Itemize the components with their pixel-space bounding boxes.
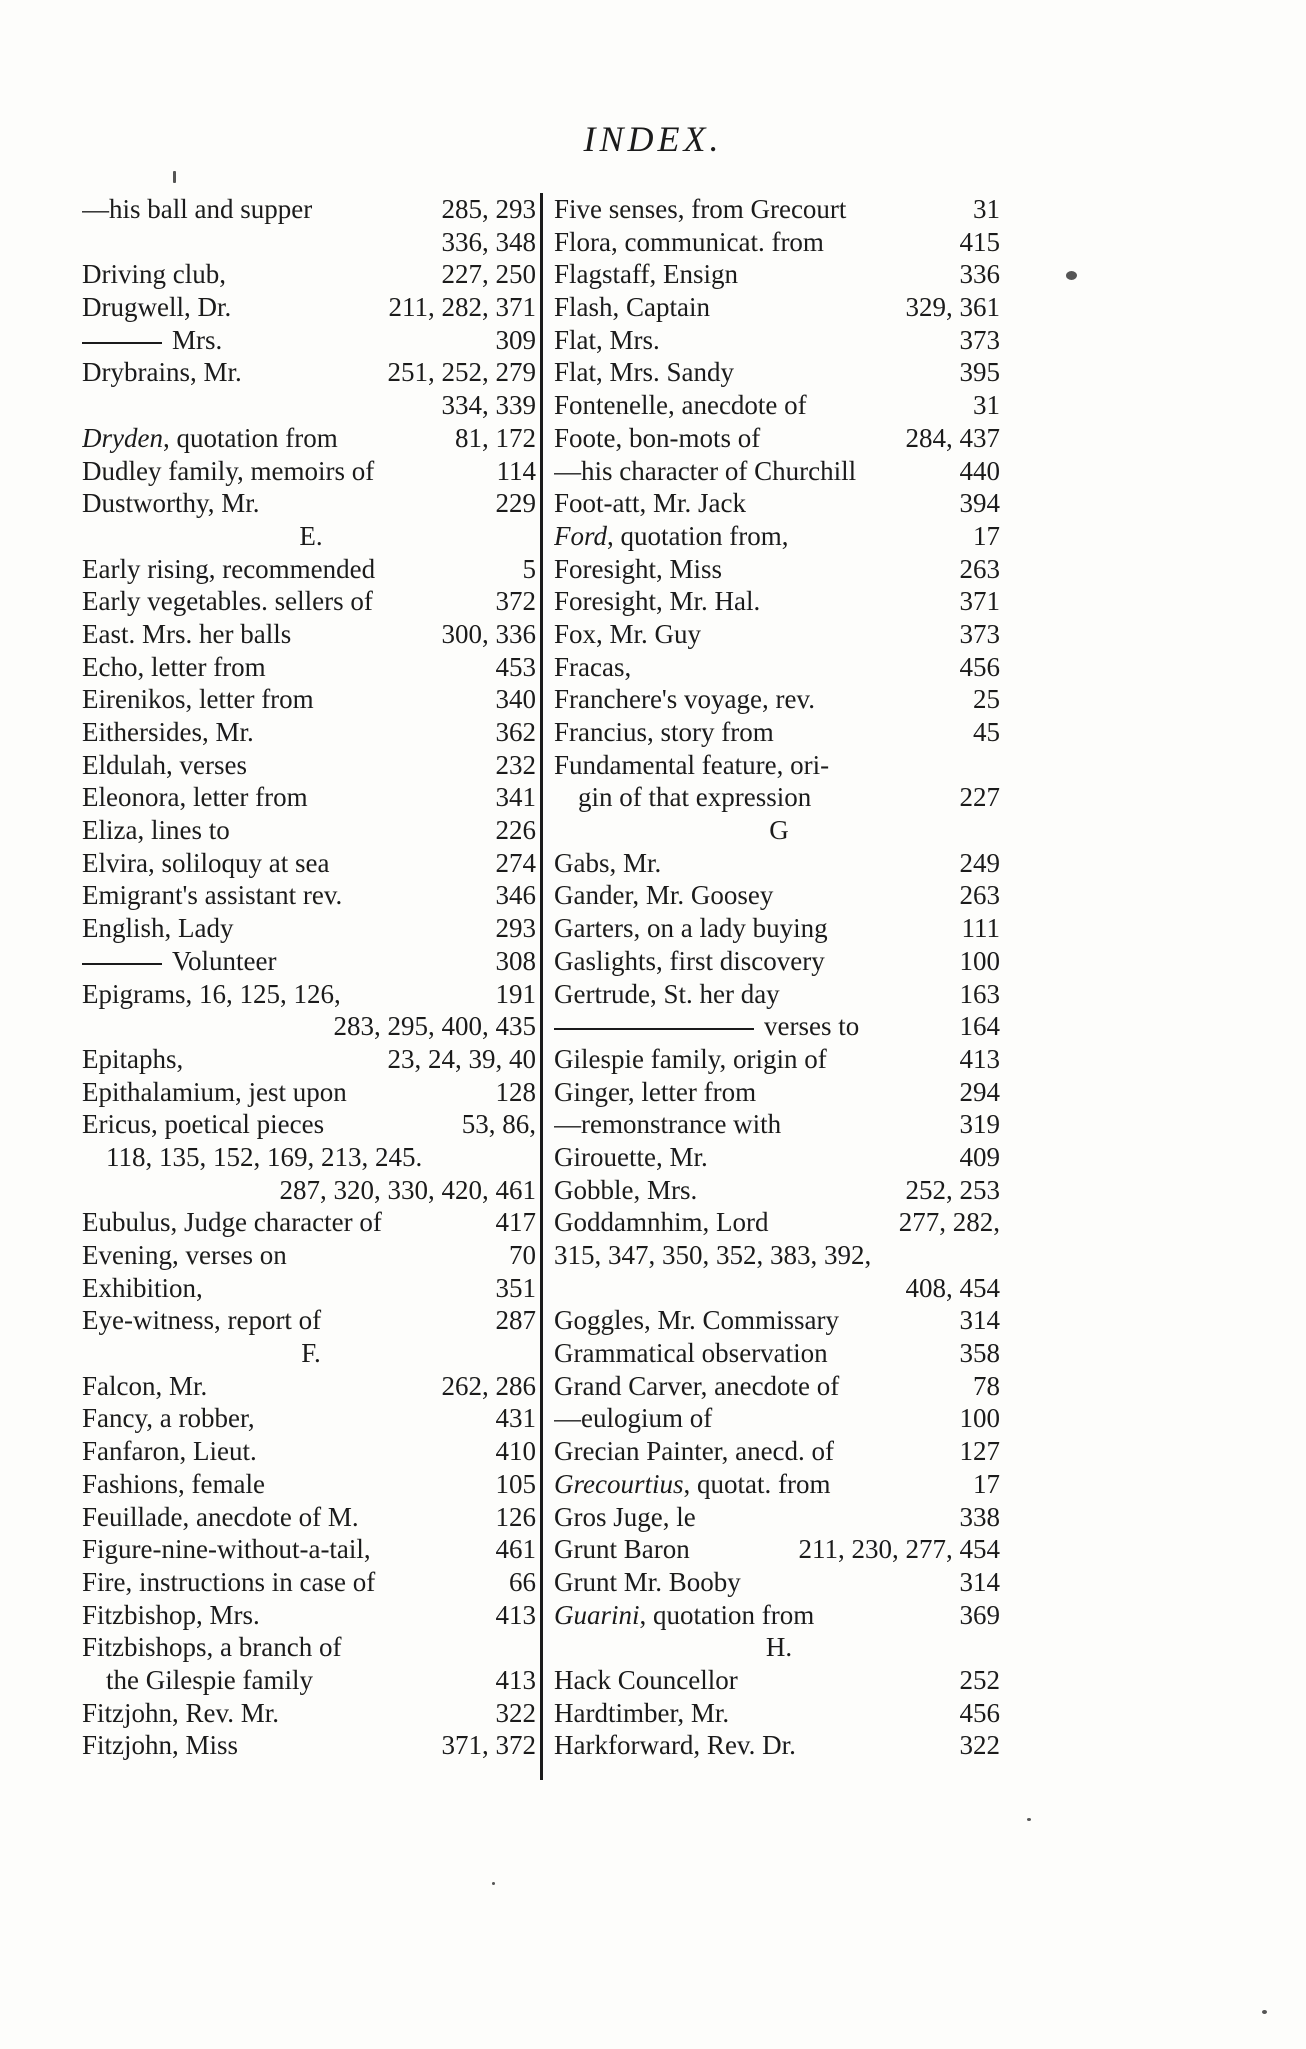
entry-text: Francius, story from (554, 717, 774, 747)
index-entry (554, 1402, 1004, 1435)
index-entry (82, 1043, 540, 1076)
entry-text: Foot-att, Mr. Jack (554, 488, 746, 519)
entry-text: Drugwell, Dr. (82, 292, 232, 323)
entry-text: Fox, Mr. Guy (554, 618, 702, 649)
page-numbers: 105 (495, 1468, 536, 1499)
page-numbers: 338 (959, 1501, 1000, 1532)
page-numbers: 227 (959, 782, 1000, 813)
page-title: INDEX. (583, 119, 723, 159)
page-numbers: 100 (959, 1403, 1000, 1434)
index-entry (554, 1664, 1004, 1697)
index-entry (82, 1076, 540, 1109)
entry-text: Gander, Mr. Goosey (554, 880, 774, 911)
page-numbers: 362 (495, 717, 536, 747)
index-entry (82, 356, 540, 389)
entry-text: Mrs. (172, 324, 223, 355)
index-entry (82, 1370, 540, 1403)
entry-text: Goggles, Mr. Commissary (554, 1305, 840, 1336)
page-numbers: 283, 295, 400, 435 (333, 1011, 536, 1042)
page-numbers: 263 (959, 553, 1000, 584)
entry-text: Fitzbishop, Mrs. (82, 1599, 260, 1630)
index-entry (554, 193, 1004, 226)
entry-text: Epitaphs, (82, 1043, 184, 1074)
entry-text: Volunteer (172, 945, 277, 976)
index-entry (554, 1043, 1004, 1076)
entry-text: Fancy, a robber, (82, 1403, 255, 1434)
page-numbers: 373 (959, 324, 1000, 355)
index-entry (82, 1108, 540, 1141)
entry-text: East. Mrs. her balls (82, 618, 292, 649)
entry-text: English, Lady (82, 913, 234, 944)
section-heading (82, 520, 540, 553)
entry-text: Garters, on a lady buying (554, 913, 828, 944)
entry-text: Epithalamium, jest upon (82, 1076, 347, 1107)
entry-text: 118, 135, 152, 169, 213, 245. (106, 1141, 423, 1172)
page-numbers: 314 (959, 1566, 1000, 1597)
entry-text: Fitzjohn, Miss (82, 1730, 239, 1761)
page-numbers: 100 (959, 945, 1000, 976)
page-numbers: 413 (495, 1599, 536, 1630)
page-numbers: 461 (495, 1534, 536, 1565)
entry-text: Fanfaron, Lieut. (82, 1436, 257, 1467)
index-entry (82, 1239, 540, 1272)
entry-text: Gilespie family, origin of (554, 1043, 827, 1074)
page-numbers: 249 (959, 847, 1000, 878)
ink-speck (492, 1882, 495, 1885)
index-entry (554, 324, 1004, 357)
page-numbers: 371 (959, 586, 1000, 617)
entry-text: Goddamnhim, Lord (554, 1207, 769, 1238)
page-numbers: 17 (973, 1468, 1000, 1499)
index-entry (82, 716, 540, 749)
entry-text: Foresight, Miss (554, 553, 723, 584)
index-entry (82, 1010, 540, 1043)
page-numbers: 413 (959, 1043, 1000, 1074)
entry-text: Drybrains, Mr. (82, 357, 242, 388)
index-entry (554, 226, 1004, 259)
entry-text: Fire, instructions in case of (82, 1566, 376, 1597)
page-numbers: 284, 437 (905, 422, 1000, 453)
section-heading (554, 1631, 1004, 1664)
page-numbers: 417 (495, 1207, 536, 1238)
page-numbers: 346 (495, 880, 536, 911)
page-numbers: 322 (495, 1697, 536, 1728)
entry-text: Dudley family, memoirs of (82, 455, 375, 486)
index-entry (554, 781, 1004, 814)
index-entry (554, 1108, 1004, 1141)
page-numbers: 31 (973, 194, 1000, 224)
index-entry (82, 1435, 540, 1468)
index-entry (82, 1468, 540, 1501)
index-entry (554, 389, 1004, 422)
entry-text: —his ball and supper (82, 194, 313, 224)
index-entry (82, 553, 540, 586)
page-numbers: 70 (509, 1240, 536, 1270)
column-divider (540, 193, 543, 1780)
index-entry (554, 585, 1004, 618)
index-entry (554, 749, 1004, 782)
index-entry (82, 1533, 540, 1566)
entry-text: Ford, quotation from, (554, 520, 789, 551)
page-numbers: 308 (495, 945, 536, 976)
entry-text: Eithersides, Mr. (82, 717, 254, 747)
page-numbers: 5 (522, 553, 536, 584)
index-entry (554, 879, 1004, 912)
index-entry (82, 879, 540, 912)
page-numbers: 309 (495, 324, 536, 355)
index-entry (82, 814, 540, 847)
index-entry (82, 324, 540, 357)
entry-text: —his character of Churchill (554, 455, 857, 486)
page-numbers: 127 (959, 1436, 1000, 1467)
entry-text: Grunt Baron (554, 1534, 690, 1565)
page-numbers: 274 (495, 847, 536, 878)
entry-with-dash (554, 1010, 859, 1043)
page-numbers: 251, 252, 279 (387, 357, 536, 388)
index-entry (554, 1076, 1004, 1109)
index-entry (554, 1174, 1004, 1207)
entry-text: Eubulus, Judge character of (82, 1207, 382, 1238)
page-numbers: 319 (959, 1109, 1000, 1140)
entry-text: Gobble, Mrs. (554, 1174, 698, 1205)
ink-speck (1262, 2010, 1267, 2014)
index-entry (554, 487, 1004, 520)
index-entry (82, 1272, 540, 1305)
entry-text: Dryden, quotation from (82, 422, 338, 453)
section-letter: H. (765, 1632, 793, 1663)
entry-text: Ericus, poetical pieces (82, 1109, 325, 1140)
ink-speck (1066, 271, 1077, 280)
index-entry (554, 716, 1004, 749)
index-entry (82, 847, 540, 880)
page-numbers: 410 (495, 1436, 536, 1467)
index-entry (554, 1239, 1004, 1272)
index-entry (554, 1468, 1004, 1501)
index-entry (554, 1206, 1004, 1239)
page-numbers: 164 (959, 1011, 1000, 1042)
ink-speck (173, 171, 176, 183)
ink-speck (1027, 1818, 1031, 1821)
entry-text: 315, 347, 350, 352, 383, 392, (554, 1240, 872, 1270)
index-entry (82, 978, 540, 1011)
repeat-dash (554, 1028, 754, 1030)
page-numbers: 409 (959, 1141, 1000, 1172)
entry-text: Franchere's voyage, rev. (554, 684, 815, 715)
index-entry (554, 683, 1004, 716)
entry-text: —eulogium of (554, 1403, 713, 1434)
page-numbers: 23, 24, 39, 40 (387, 1043, 536, 1074)
index-entry (82, 193, 540, 226)
index-entry (554, 1501, 1004, 1534)
index-entry (82, 1141, 540, 1174)
entry-text: Figure-nine-without-a-tail, (82, 1534, 371, 1565)
index-entry (82, 1664, 540, 1697)
entry-text: Fashions, female (82, 1468, 265, 1499)
index-entry (554, 1599, 1004, 1632)
page-numbers: 287, 320, 330, 420, 461 (279, 1174, 536, 1205)
entry-text: Evening, verses on (82, 1240, 287, 1270)
index-entry (554, 356, 1004, 389)
index-entry (554, 945, 1004, 978)
page-numbers: 431 (495, 1403, 536, 1434)
index-entry (82, 651, 540, 684)
index-entry (554, 1141, 1004, 1174)
entry-text: Eleonora, letter from (82, 782, 308, 813)
page-numbers: 373 (959, 618, 1000, 649)
index-entry (554, 455, 1004, 488)
page-numbers: 277, 282, (898, 1207, 1000, 1238)
entry-text: Echo, letter from (82, 651, 266, 682)
index-body (82, 193, 1022, 1780)
entry-text: —remonstrance with (554, 1109, 782, 1140)
page-numbers: 322 (959, 1730, 1000, 1761)
page-numbers: 191 (495, 978, 536, 1009)
entry-text: verses to (764, 1011, 860, 1042)
page-numbers: 453 (495, 651, 536, 682)
index-entry (554, 258, 1004, 291)
index-entry (82, 1599, 540, 1632)
index-entry (554, 1533, 1004, 1566)
repeat-dash (82, 342, 162, 344)
entry-text: Fundamental feature, ori- (554, 749, 830, 780)
index-entry (554, 1010, 1004, 1043)
page-numbers: 262, 286 (441, 1370, 536, 1401)
page-numbers: 252, 253 (905, 1174, 1000, 1205)
index-entry (82, 1697, 540, 1730)
page-numbers: 25 (973, 684, 1000, 715)
page-numbers: 336, 348 (441, 226, 536, 257)
page-numbers: 78 (973, 1370, 1000, 1401)
page-numbers: 395 (959, 357, 1000, 388)
entry-text: Flat, Mrs. (554, 324, 660, 355)
page-numbers: 211, 230, 277, 454 (798, 1534, 1000, 1565)
page-numbers: 263 (959, 880, 1000, 911)
page-numbers: 293 (495, 913, 536, 944)
entry-text: Hardtimber, Mr. (554, 1697, 730, 1728)
index-entry (82, 226, 540, 259)
page-numbers: 128 (495, 1076, 536, 1107)
page-numbers: 440 (959, 455, 1000, 486)
entry-text: Grunt Mr. Booby (554, 1566, 741, 1597)
page-numbers: 358 (959, 1338, 1000, 1369)
left-index-column (82, 193, 540, 1780)
index-entry (554, 291, 1004, 324)
repeat-dash (82, 963, 162, 965)
entry-text: Eldulah, verses (82, 749, 247, 780)
index-entry (82, 1174, 540, 1207)
page-numbers: 229 (495, 488, 536, 519)
entry-text: Fracas, (554, 651, 632, 682)
index-entry (554, 1566, 1004, 1599)
index-entry (554, 847, 1004, 880)
index-entry (554, 1697, 1004, 1730)
page-numbers: 126 (495, 1501, 536, 1532)
page-numbers: 45 (973, 717, 1000, 747)
entry-text: Ginger, letter from (554, 1076, 757, 1107)
index-entry (554, 1729, 1004, 1762)
entry-text: Flat, Mrs. Sandy (554, 357, 735, 388)
page-numbers: 334, 339 (441, 390, 536, 421)
index-entry (82, 487, 540, 520)
entry-text: Flora, communicat. from (554, 226, 824, 257)
page-numbers: 232 (495, 749, 536, 780)
page-numbers: 53, 86, (461, 1109, 536, 1140)
page-numbers: 456 (959, 1697, 1000, 1728)
page-numbers: 329, 361 (905, 292, 1000, 323)
entry-text: Exhibition, (82, 1272, 203, 1303)
page-numbers: 287 (495, 1305, 536, 1336)
index-entry (82, 912, 540, 945)
page-numbers: 227, 250 (441, 259, 536, 290)
page-numbers: 17 (973, 520, 1000, 551)
entry-text: Falcon, Mr. (82, 1370, 208, 1401)
page-numbers: 336 (959, 259, 1000, 290)
page-numbers: 111 (961, 913, 1000, 944)
index-entry (82, 1501, 540, 1534)
index-entry (82, 749, 540, 782)
page-numbers: 285, 293 (441, 194, 536, 224)
index-entry (82, 945, 540, 978)
index-entry (82, 683, 540, 716)
index-entry (82, 422, 540, 455)
page-numbers: 341 (495, 782, 536, 813)
section-letter: F. (301, 1338, 321, 1369)
page-numbers: 211, 282, 371 (388, 292, 536, 323)
page-numbers: 372 (495, 586, 536, 617)
entry-text: gin of that expression (578, 782, 812, 813)
page-numbers: 351 (495, 1272, 536, 1303)
index-entry (82, 258, 540, 291)
entry-text: Grammatical observation (554, 1338, 828, 1369)
index-entry (554, 978, 1004, 1011)
index-entry (82, 585, 540, 618)
entry-text: Five senses, from Grecourt (554, 194, 847, 224)
entry-text: Gabs, Mr. (554, 847, 662, 878)
entry-text: Grecian Painter, anecd. of (554, 1436, 835, 1467)
entry-with-dash (82, 945, 276, 978)
page-numbers: 294 (959, 1076, 1000, 1107)
index-entry (554, 520, 1004, 553)
index-entry (554, 1272, 1004, 1305)
index-entry (554, 553, 1004, 586)
entry-text: Gertrude, St. her day (554, 978, 780, 1009)
right-index-column (554, 193, 1004, 1780)
index-entry (82, 1729, 540, 1762)
index-entry (554, 651, 1004, 684)
entry-text: Eye-witness, report of (82, 1305, 322, 1336)
index-entry (82, 1206, 540, 1239)
entry-with-dash (82, 324, 222, 357)
page-numbers: 114 (496, 455, 536, 486)
entry-text: Eirenikos, letter from (82, 684, 314, 715)
entry-text: Hack Councellor (554, 1664, 738, 1695)
entry-text: Foresight, Mr. Hal. (554, 586, 761, 617)
page-numbers: 31 (973, 390, 1000, 421)
entry-text: Early vegetables. sellers of (82, 586, 373, 617)
index-entry (554, 1337, 1004, 1370)
page-numbers: 369 (959, 1599, 1000, 1630)
entry-text: Flagstaff, Ensign (554, 259, 738, 290)
page-numbers: 340 (495, 684, 536, 715)
entry-text: Flash, Captain (554, 292, 710, 323)
section-letter: E. (299, 520, 323, 551)
entry-text: Fitzjohn, Rev. Mr. (82, 1697, 280, 1728)
index-entry (554, 422, 1004, 455)
page-numbers: 394 (959, 488, 1000, 519)
entry-text: Early rising, recommended (82, 553, 376, 584)
index-entry (82, 781, 540, 814)
entry-text: Guarini, quotation from (554, 1599, 815, 1630)
index-entry (82, 1566, 540, 1599)
page-numbers: 408, 454 (905, 1272, 1000, 1303)
index-entry (82, 389, 540, 422)
index-entry (554, 618, 1004, 651)
entry-text: the Gilespie family (106, 1664, 313, 1695)
entry-text: Eliza, lines to (82, 815, 230, 846)
index-entry (82, 455, 540, 488)
entry-text: Fitzbishops, a branch of (82, 1632, 342, 1663)
entry-text: Girouette, Mr. (554, 1141, 708, 1172)
entry-text: Dustworthy, Mr. (82, 488, 260, 519)
index-entry (82, 1631, 540, 1664)
page-numbers: 252 (959, 1664, 1000, 1695)
entry-text: Foote, bon-mots of (554, 422, 761, 453)
entry-text: Gros Juge, le (554, 1501, 696, 1532)
page-numbers: 81, 172 (455, 422, 536, 453)
entry-text: Grand Carver, anecdote of (554, 1370, 840, 1401)
entry-text: Emigrant's assistant rev. (82, 880, 343, 911)
page-numbers: 66 (509, 1566, 536, 1597)
page-numbers: 371, 372 (441, 1730, 536, 1761)
page-numbers: 300, 336 (441, 618, 536, 649)
index-entry (554, 912, 1004, 945)
page-numbers: 415 (959, 226, 1000, 257)
entry-text: Feuillade, anecdote of M. (82, 1501, 359, 1532)
entry-text: Fontenelle, anecdote of (554, 390, 807, 421)
index-entry (82, 1304, 540, 1337)
section-heading (82, 1337, 540, 1370)
page-numbers: 413 (495, 1664, 536, 1695)
page-numbers: 314 (959, 1305, 1000, 1336)
entry-text: Gaslights, first discovery (554, 945, 825, 976)
section-heading (554, 814, 1004, 847)
entry-text: Driving club, (82, 259, 226, 290)
entry-text: Epigrams, 16, 125, 126, (82, 978, 341, 1009)
entry-text: Harkforward, Rev. Dr. (554, 1730, 796, 1761)
index-entry (82, 618, 540, 651)
page-numbers: 456 (959, 651, 1000, 682)
index-entry (82, 291, 540, 324)
section-letter: G (769, 815, 789, 846)
entry-text: Grecourtius, quotat. from (554, 1468, 831, 1499)
index-entry (554, 1370, 1004, 1403)
page-numbers: 163 (959, 978, 1000, 1009)
index-entry (82, 1402, 540, 1435)
index-entry (554, 1304, 1004, 1337)
page-numbers: 226 (495, 815, 536, 846)
index-entry (554, 1435, 1004, 1468)
entry-text: Elvira, soliloquy at sea (82, 847, 330, 878)
